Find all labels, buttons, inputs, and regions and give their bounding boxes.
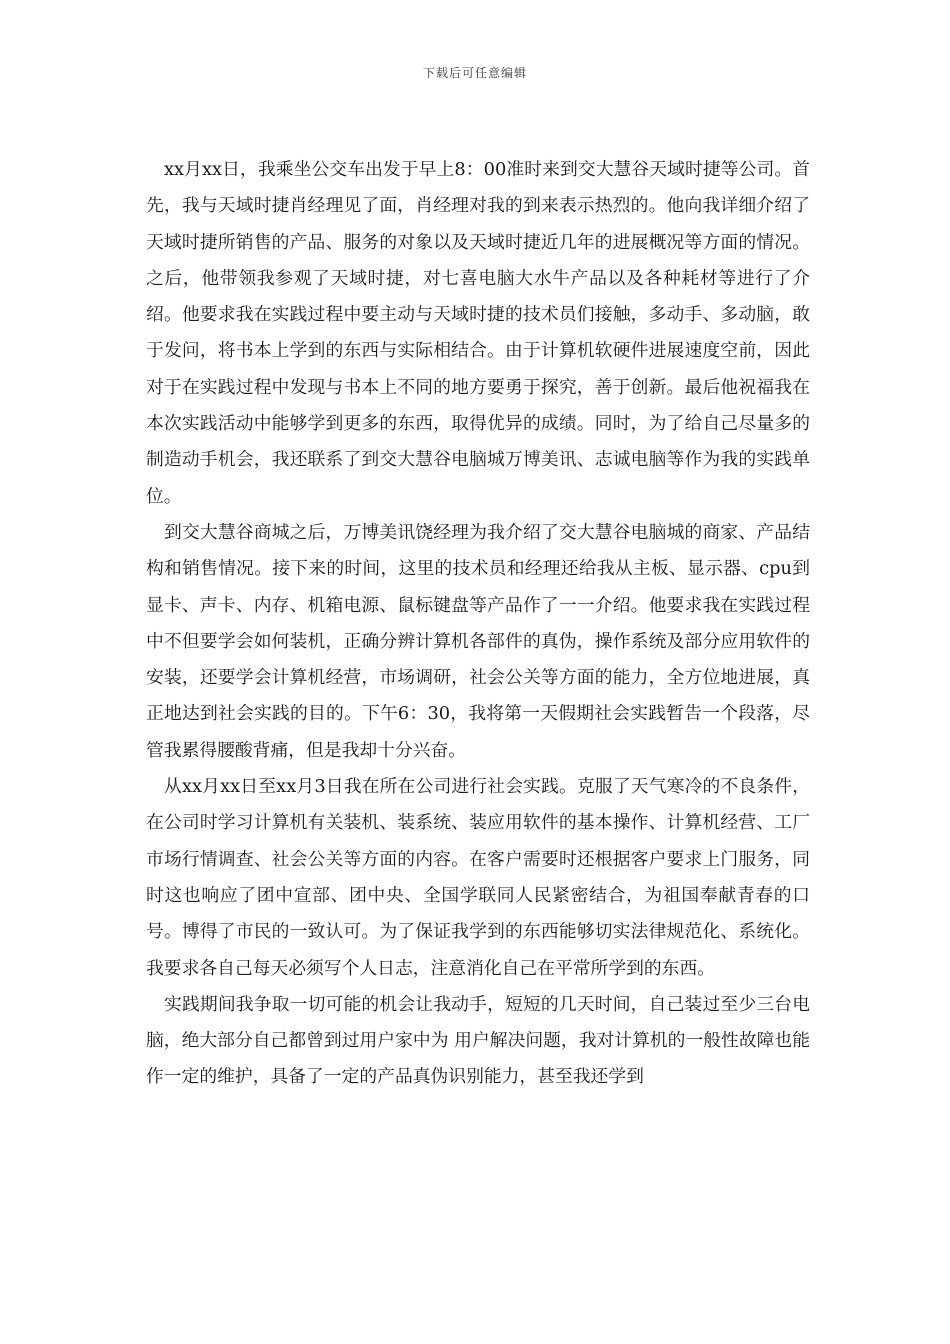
paragraph: 实践期间我争取一切可能的机会让我动手，短短的几天时间，自己装过至少三台电脑，绝大部分自己都曾到过用户家中为 用户解决问题，我对计算机的一般性故障也能作一定的维护，具备了一定的产品真伪识别能力，甚至我还学到 (146, 993, 810, 1088)
document-body (146, 152, 810, 1096)
paragraph: 到交大慧谷商城之后，万博美讯饶经理为我介绍了交大慧谷电脑城的商家、产品结构和销售情况。接下来的时间，这里的技术员和经理还给我从主板、显示器、cpu到显卡、声卡、内存、机箱电源、鼠标键盘等产品作了一一介绍。他要求我在实践过程中不但要学会如何装机，正确分辨计算机各部件的真伪，操作系统及部分应用软件的安装，还要学会计算机经营，市场调研，社会公关等方面的能力，全方位地进展，真正地达到社会实践的目的。下午6：30，我将第一天假期社会实践暂告一个段落，尽管我累得腰酸背痛，但是我却十分兴奋。 (146, 521, 810, 761)
paragraph: xx月xx日，我乘坐公交车出发于早上8：00准时来到交大慧谷天域时捷等公司。首先，我与天域时捷肖经理见了面，肖经理对我的到来表示热烈的。他向我详细介绍了天域时捷所销售的产品、服务的对象以及天域时捷近几年的进展概况等方面的情况。之后，他带领我参观了天域时捷，对七喜电脑大水牛产品以及各种耗材等进行了介绍。他要求我在实践过程中要主动与天域时捷的技术员们接触，多动手、多动脑，敢于发问，将书本上学到的东西与实际相结合。由于计算机软硬件进展速度空前，因此对于在实践过程中发现与书本上不同的地方要勇于探究，善于创新。最后他祝福我在本次实践活动中能够学到更多的东西，取得优异的成绩。同时，为了给自己尽量多的制造动手机会，我还联系了到交大慧谷电脑城万博美讯、志诚电脑等作为我的实践单位。 (146, 159, 810, 507)
page-header-note: 下载后可任意编辑 (422, 66, 527, 80)
paragraph: 从xx月xx日至xx月3日我在所在公司进行社会实践。克服了天气寒冷的不良条件，在公司时学习计算机有关装机、装系统、装应用软件的基本操作、计算机经营、工厂市场行情调查、社会公关等方面的内容。在客户需要时还根据客户要求上门服务，同时这也响应了团中宣部、团中央、全国学联同人民紧密结合，为祖国奉献青春的口号。博得了市民的一致认可。为了保证我学到的东西能够切实法律规范化、系统化。我要求各自己每天必须写个人日志，注意消化自己在平常所学到的东西。 (146, 776, 810, 979)
